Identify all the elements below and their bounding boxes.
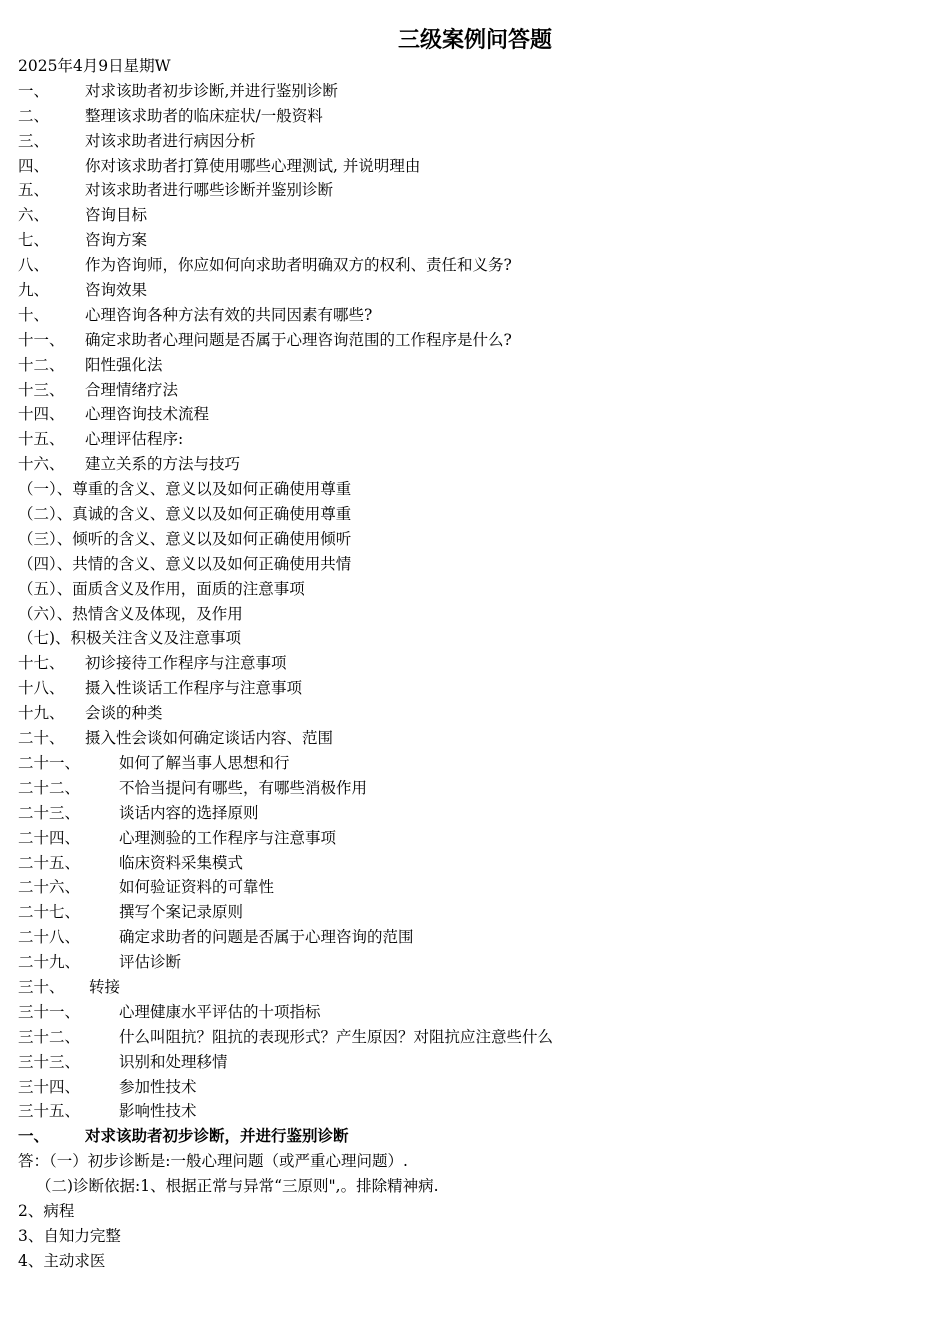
toc-item: 三十五、 影响性技术	[18, 1102, 197, 1121]
section-heading: 一、 对求该助者初步诊断，并进行鉴别诊断	[18, 1126, 349, 1146]
basis-point: 3、自知力完整	[18, 1226, 121, 1245]
sub-item: （四）、共情的含义、意义以及如何正确使用共情	[18, 554, 352, 573]
toc-item: 六、 咨询目标	[18, 206, 148, 225]
toc-item: 二十一、 如何了解当事人思想和行	[18, 753, 290, 772]
sub-item: （三）、倾听的含义、意义以及如何正确使用倾听	[18, 529, 352, 548]
toc-item: 十一、 确定求助者心理问题是否属于心理咨询范围的工作程序是什么?	[18, 330, 512, 349]
toc-item: 九、 咨询效果	[18, 281, 148, 300]
toc-item: 十五、 心理评估程序:	[18, 430, 184, 449]
toc-item: 十四、 心理咨询技术流程	[18, 405, 210, 424]
toc-item: 三、 对该求助者进行病因分析	[18, 131, 256, 150]
answer-text: 答：（一）初步诊断是:一般心理问题（或严重心理问题）.	[18, 1152, 408, 1171]
document-title: 三级案例问答题	[397, 28, 552, 53]
toc-item: 二十六、 如何验证资料的可靠性	[18, 878, 275, 897]
toc-item: 十九、 会谈的种类	[18, 704, 163, 723]
toc-item: 二十二、 不恰当提问有哪些，有哪些消极作用	[18, 778, 368, 797]
basis-point: 2、病程	[18, 1201, 75, 1220]
toc-item: 十六、 建立关系的方法与技巧	[18, 455, 241, 474]
sub-item: （七)、积极关注含义及注意事项	[18, 629, 242, 648]
toc-item: 二十八、 确定求助者的问题是否属于心理咨询的范围	[18, 928, 414, 947]
toc-item: 四、 你对该求助者打算使用哪些心理测试, 并说明理由	[18, 156, 421, 175]
toc-item: 十三、 合理情绪疗法	[18, 380, 179, 399]
toc-item: 二十七、 撰写个案记录原则	[18, 903, 244, 922]
sub-item: （二）、真诚的含义、意义以及如何正确使用尊重	[18, 505, 352, 524]
sub-item: （一）、尊重的含义、意义以及如何正确使用尊重	[18, 480, 352, 499]
toc-item: 三十、 转接	[18, 977, 121, 996]
diagnosis-basis: （二)诊断依据:1、根据正常与异常“三原则",。排除精神病.	[36, 1177, 439, 1196]
sub-item: （五）、面质含义及作用，面质的注意事项	[18, 579, 305, 598]
toc-item: 二十、 摄入性会谈如何确定谈话内容、范围	[18, 729, 334, 748]
document-body	[18, 54, 918, 1274]
toc-item: 三十二、 什么叫阻抗？阻抗的表现形式？产生原因？对阻抗应注意些什么	[18, 1027, 554, 1046]
toc-item: 三十四、 参加性技术	[18, 1077, 197, 1096]
toc-item: 十二、 阳性强化法	[18, 355, 163, 374]
toc-item: 三十三、 识别和处理移情	[18, 1052, 228, 1071]
document-date: 2025年4月9日星期W	[18, 57, 171, 75]
toc-item: 三十一、 心理健康水平评估的十项指标	[18, 1002, 321, 1021]
toc-item: 十七、 初诊接待工作程序与注意事项	[18, 654, 287, 673]
toc-item: 二十九、 评估诊断	[18, 953, 182, 972]
toc-item: 二十三、 谈话内容的选择原则	[18, 803, 259, 822]
toc-item: 七、 咨询方案	[18, 231, 148, 250]
toc-item: 八、 作为咨询师，你应如何向求助者明确双方的权利、责任和义务?	[18, 256, 512, 275]
toc-item: 十八、 摄入性谈话工作程序与注意事项	[18, 679, 303, 698]
toc-item: 十、 心理咨询各种方法有效的共同因素有哪些?	[18, 305, 373, 324]
toc-item: 五、 对该求助者进行哪些诊断并鉴别诊断	[18, 181, 334, 200]
toc-item: 二十五、 临床资料采集模式	[18, 853, 244, 872]
toc-item: 二、 整理该求助者的临床症状/一般资料	[18, 106, 323, 125]
basis-point: 4、主动求医	[18, 1251, 106, 1270]
toc-item: 二十四、 心理测验的工作程序与注意事项	[18, 828, 337, 847]
sub-item: （六）、热情含义及体现，及作用	[18, 604, 243, 623]
toc-item: 一、 对求该助者初步诊断,并进行鉴别诊断	[18, 81, 338, 100]
